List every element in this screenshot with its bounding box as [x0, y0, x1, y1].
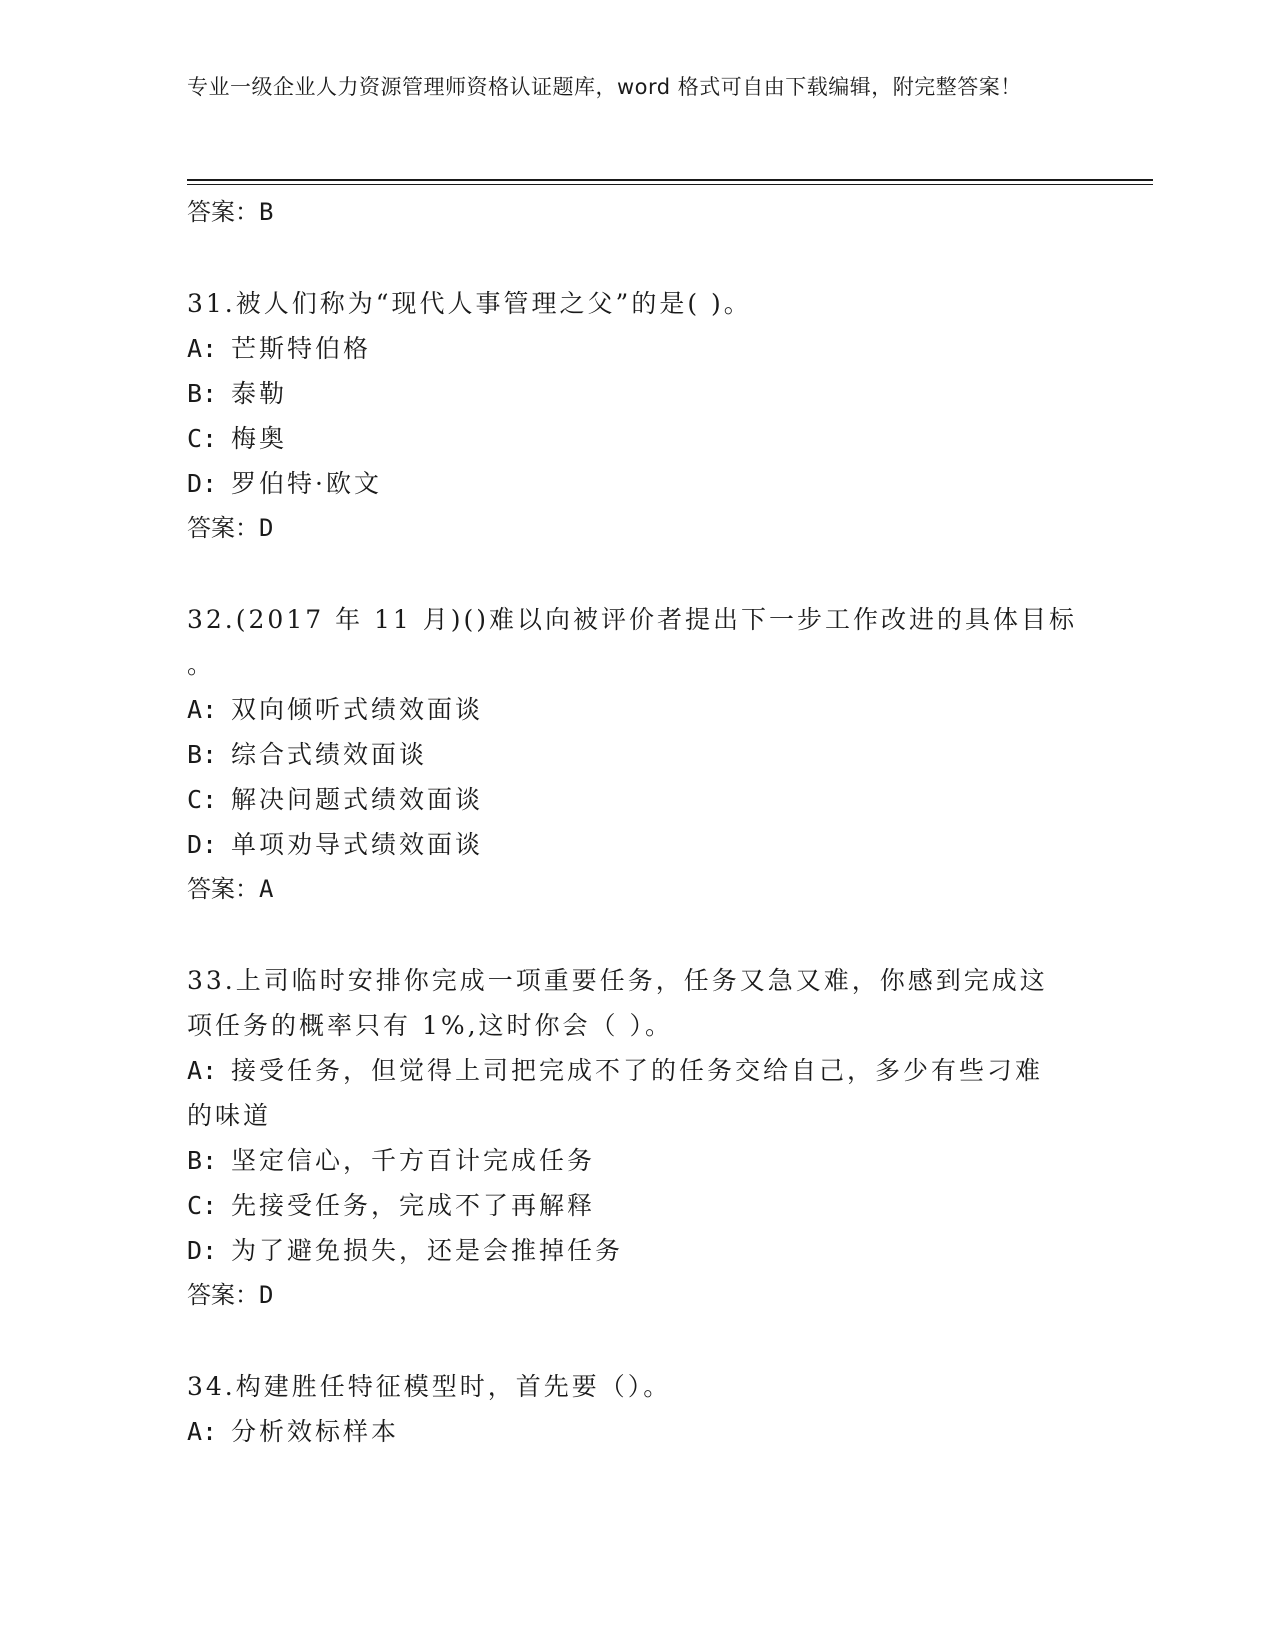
option-text: 泰勒	[231, 379, 288, 408]
option-text: 先接受任务，完成不了再解释	[231, 1191, 596, 1220]
option-text: 芒斯特伯格	[231, 334, 372, 363]
option-b	[187, 371, 1087, 416]
option-letter: B:	[187, 379, 218, 408]
option-letter: A:	[187, 695, 218, 724]
option-a	[187, 326, 1087, 371]
question-32	[187, 597, 1087, 912]
option-letter: C:	[187, 424, 218, 453]
option-letter: D:	[187, 1236, 218, 1265]
spacer	[187, 551, 1087, 597]
option-letter: A:	[187, 1056, 218, 1085]
question-34	[187, 1364, 1087, 1454]
option-letter: B:	[187, 1146, 218, 1175]
question-stem-continued: 项任务的概率只有 1%,这时你会（ ）。	[187, 1011, 674, 1040]
option-b	[187, 1138, 1087, 1183]
option-text: 单项劝导式绩效面谈	[231, 830, 484, 859]
option-c	[187, 1183, 1087, 1228]
question-33	[187, 958, 1087, 1318]
spacer	[187, 1318, 1087, 1364]
answer-31: 答案：D	[187, 514, 274, 542]
option-text: 双向倾听式绩效面谈	[231, 695, 484, 724]
option-text: 梅奥	[231, 424, 288, 453]
option-d	[187, 461, 1087, 506]
question-31	[187, 281, 1087, 551]
option-letter: B:	[187, 740, 218, 769]
option-c	[187, 416, 1087, 461]
option-a	[187, 1409, 1087, 1454]
option-letter: C:	[187, 785, 218, 814]
option-text: 解决问题式绩效面谈	[231, 785, 484, 814]
option-letter: A:	[187, 334, 218, 363]
option-b	[187, 732, 1087, 777]
question-stem: 33.上司临时安排你完成一项重要任务，任务又急又难，你感到完成这	[187, 966, 1048, 995]
option-a	[187, 1048, 1087, 1093]
option-text: 为了避免损失，还是会推掉任务	[231, 1236, 624, 1265]
question-stem: 34.构建胜任特征模型时，首先要（）。	[187, 1372, 672, 1401]
question-stem: 32.(2017 年 11 月)()难以向被评价者提出下一步工作改进的具体目标	[187, 605, 1078, 634]
option-text: 罗伯特·欧文	[231, 469, 382, 498]
option-letter: C:	[187, 1191, 218, 1220]
question-content	[187, 190, 1087, 1454]
answer-33: 答案：D	[187, 1281, 274, 1309]
option-text: 坚定信心，千方百计完成任务	[231, 1146, 596, 1175]
option-text: 分析效标样本	[231, 1417, 400, 1446]
option-letter: D:	[187, 830, 218, 859]
option-text: 综合式绩效面谈	[231, 740, 428, 769]
option-a-continued: 的味道	[187, 1101, 272, 1130]
option-c	[187, 777, 1087, 822]
page-header: 专业一级企业人力资源管理师资格认证题库，word 格式可自由下载编辑，附完整答案！	[187, 75, 1022, 99]
option-d	[187, 822, 1087, 867]
option-letter: D:	[187, 469, 218, 498]
option-text: 接受任务，但觉得上司把完成不了的任务交给自己，多少有些刁难	[231, 1056, 1044, 1085]
answer-32: 答案：A	[187, 875, 274, 903]
header-rule-thin	[187, 184, 1153, 185]
option-d	[187, 1228, 1087, 1273]
option-letter: A:	[187, 1417, 218, 1446]
answer-prev: 答案：B	[187, 198, 274, 226]
question-stem: 31.被人们称为“现代人事管理之父”的是( )。	[187, 289, 752, 318]
question-stem-continued: 。	[187, 650, 216, 679]
spacer	[187, 912, 1087, 958]
spacer	[187, 235, 1087, 281]
option-a	[187, 687, 1087, 732]
header-rule-thick	[187, 179, 1153, 181]
